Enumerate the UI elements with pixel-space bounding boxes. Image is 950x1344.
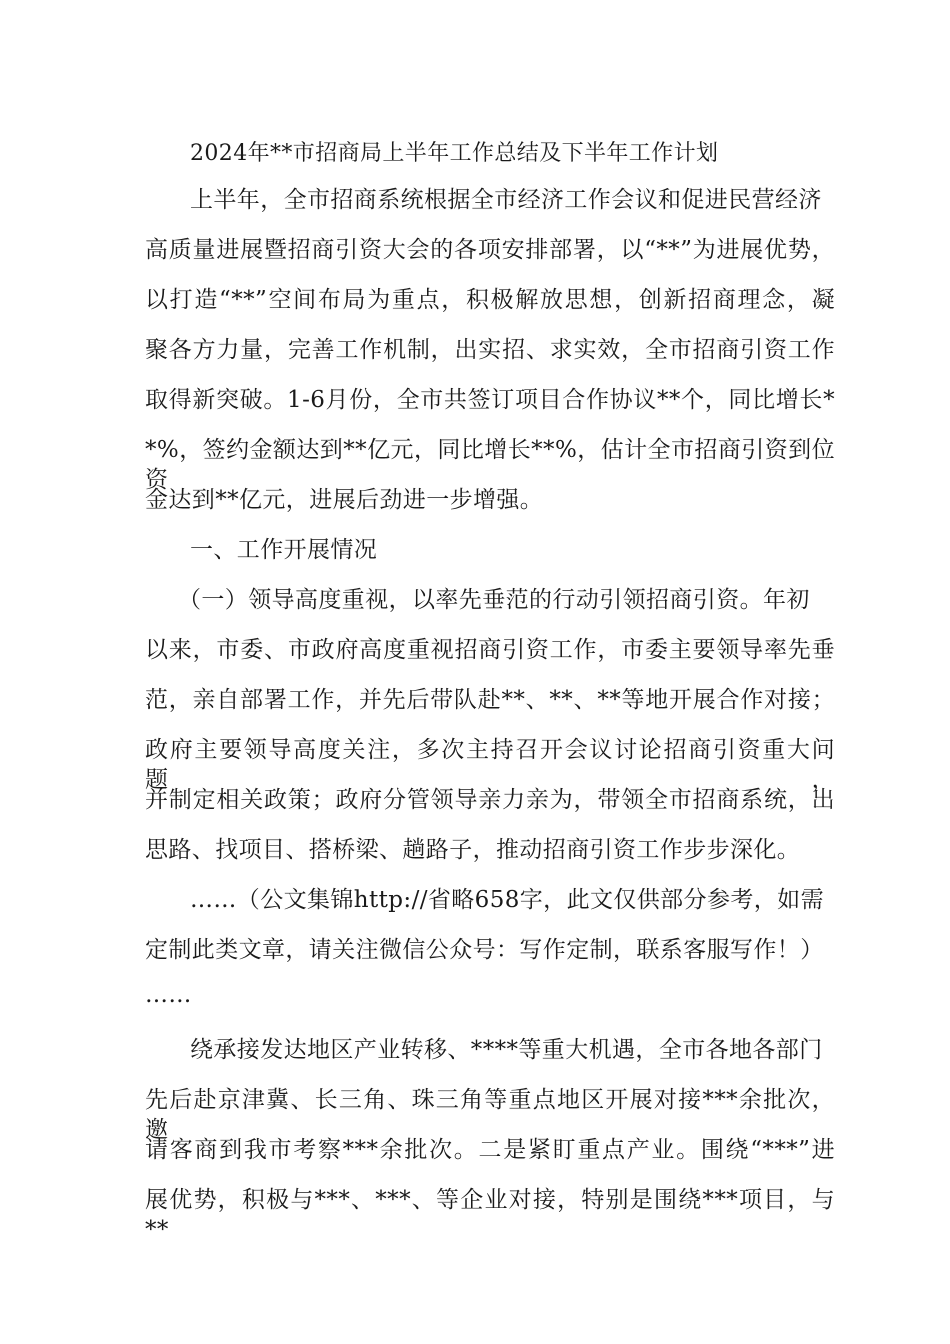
paragraph-line: 政府主要领导高度关注，多次主持召开会议讨论招商引资重大问题， bbox=[145, 737, 835, 793]
paragraph-line: 取得新突破。1-6月份，全市共签订项目合作协议**个，同比增长* bbox=[145, 387, 835, 413]
paragraph-line: 高质量进展暨招商引资大会的各项安排部署，以“**”为进展优势， bbox=[145, 237, 835, 263]
paragraph-line: 以打造“**”空间布局为重点，积极解放思想，创新招商理念，凝 bbox=[145, 287, 835, 313]
ellipsis-line: …… bbox=[145, 982, 192, 1008]
paragraph-line: 思路、找项目、搭桥梁、趟路子，推动招商引资工作步步深化。 bbox=[145, 837, 801, 863]
paragraph-line: 上半年，全市招商系统根据全市经济工作会议和促进民营经济 bbox=[190, 187, 822, 213]
paragraph-line: *%，签约金额达到**亿元，同比增长**%，估计全市招商引资到位资 bbox=[145, 437, 835, 493]
section-heading: 一、工作开展情况 bbox=[190, 537, 378, 563]
omission-note-line: 定制此类文章，请关注微信公众号：写作定制，联系客服写作！） bbox=[145, 937, 824, 963]
paragraph-line: 先后赴京津冀、长三角、珠三角等重点地区开展对接***余批次，邀 bbox=[145, 1087, 835, 1143]
paragraph-line: 绕承接发达地区产业转移、****等重大机遇，全市各地各部门 bbox=[190, 1037, 823, 1063]
paragraph-line: 以来，市委、市政府高度重视招商引资工作，市委主要领导率先垂 bbox=[145, 637, 835, 663]
paragraph-line: 展优势，积极与***、***、等企业对接，特别是围绕***项目，与** bbox=[145, 1187, 835, 1243]
paragraph-line: （一）领导高度重视，以率先垂范的行动引领招商引资。年初 bbox=[178, 587, 810, 613]
omission-note-line: ……（公文集锦http://省略658字，此文仅供部分参考，如需 bbox=[190, 887, 824, 913]
paragraph-line: 并制定相关政策；政府分管领导亲力亲为，带领全市招商系统，出 bbox=[145, 787, 835, 813]
paragraph-line: 聚各方力量，完善工作机制，出实招、求实效，全市招商引资工作 bbox=[145, 337, 835, 363]
paragraph-line: 请客商到我市考察***余批次。二是紧盯重点产业。围绕“***”进 bbox=[145, 1137, 835, 1163]
paragraph-line: 金达到**亿元，进展后劲进一步增强。 bbox=[145, 487, 544, 513]
document-title: 2024年**市招商局上半年工作总结及下半年工作计划 bbox=[190, 141, 719, 166]
paragraph-line: 范，亲自部署工作，并先后带队赴**、**、**等地开展合作对接； bbox=[145, 687, 835, 713]
